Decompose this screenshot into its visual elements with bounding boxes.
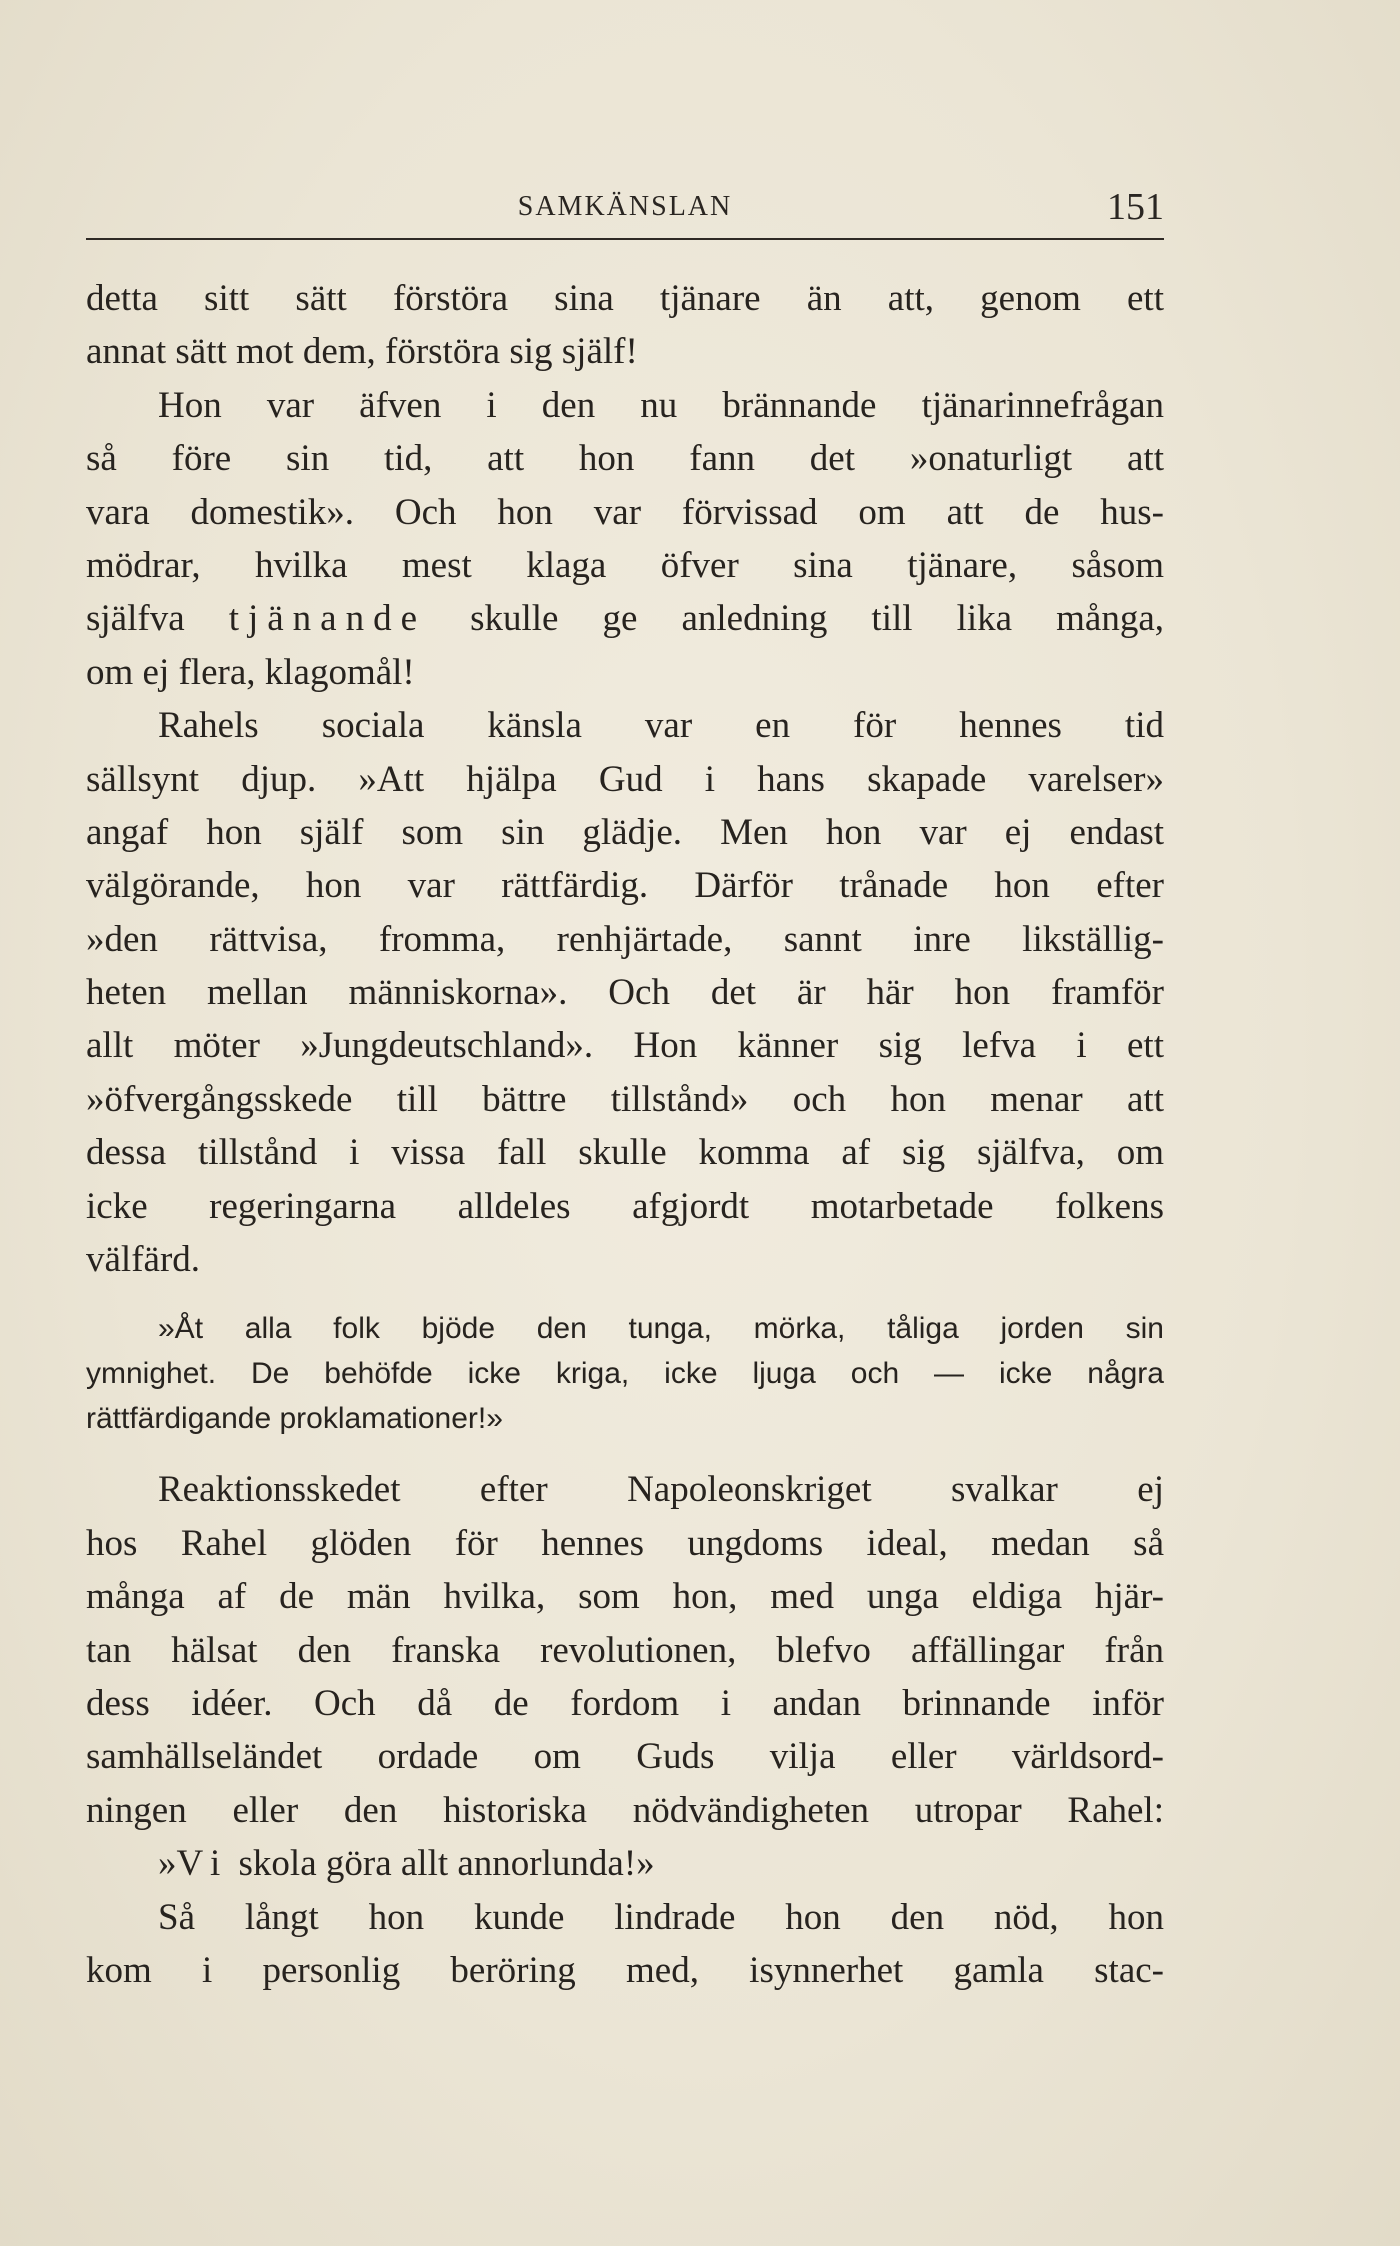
text-line: hos Rahel glöden för hennes ungdoms ideal, medan så [86,1522,1164,1564]
spacer [86,1286,1164,1306]
text-line: samhällseländet ordade om Guds vilja eller världsord- [86,1736,1164,1778]
text-line: Reaktionsskedet efter Napoleonskriget svalkar ej [158,1469,1164,1511]
spaced-emphasis: tjänande [228,598,427,640]
text-line: Så långt hon kunde lindrade hon den nöd, hon [158,1896,1164,1938]
text-fragment: skola göra allt annorlunda!» [229,1843,655,1885]
text-line: välgörande, hon var rättfärdig. Därför trånade hon efter [86,865,1164,907]
text-line [86,592,1164,645]
text-line: angaf hon själf som sin glädje. Men hon var ej endast [86,811,1164,853]
block-quote [86,1306,1164,1441]
page-number: 151 [1107,186,1164,228]
text-line [86,1837,1164,1890]
text-line: detta sitt sätt förstöra sina tjänare än att, genom ett [86,278,1164,319]
text-line: annat sätt mot dem, förstöra sig själf! [86,331,638,373]
quote-line: »Åt alla folk bjöde den tunga, mörka, tåliga jorden sin [158,1312,1164,1346]
quote-line: rättfärdigande proklamationer!» [86,1402,503,1436]
text-line: icke regeringarna alldeles afgjordt motarbetade folkens [86,1185,1164,1227]
text-line: dessa tillstånd i vissa fall skulle komma af sig själfva, om [86,1132,1164,1174]
text-line: sällsynt djup. »Att hjälpa Gud i hans skapade varelser» [86,758,1164,800]
text-line: heten mellan människorna». Och det är här hon framför [86,972,1164,1014]
text-line: Rahels sociala känsla var en för hennes tid [158,705,1164,747]
text-line: »den rättvisa, fromma, renhjärtade, sannt inre likställig- [86,918,1164,960]
text-fragment: skulle ge anledning till lika många, [426,598,1165,640]
text-line: dess idéer. Och då de fordom i andan brinnande inför [86,1682,1164,1724]
text-line: Hon var äfven i den nu brännande tjänarinnefrågan [158,384,1164,426]
page-header [86,185,1164,235]
text-line: tan hälsat den franska revolutionen, blefvo affällingar från [86,1629,1164,1671]
text-line: om ej flera, klagomål! [86,651,415,693]
text-fragment: » [158,1843,177,1885]
text-fragment: själfva [86,598,229,640]
text-line: många af de män hvilka, som hon, med unga eldiga hjär- [86,1576,1164,1618]
text-line: kom i personlig beröring med, isynnerhet gamla stac- [86,1949,1164,1991]
spacer [86,1441,1164,1463]
running-head: SAMKÄNSLAN [517,191,733,222]
text-line: allt möter »Jungdeutschland». Hon känner sig lefva i ett [86,1025,1164,1067]
text-line: »öfvergångsskede till bättre tillstånd» och hon menar att [86,1078,1164,1120]
body-text [86,272,1164,1997]
quote-line: ymnighet. De behöfde icke kriga, icke ljuga och — icke några [86,1357,1164,1391]
text-line: välfärd. [86,1239,201,1281]
text-line: vara domestik». Och hon var förvissad om att de hus- [86,491,1164,533]
text-line: så före sin tid, att hon fann det »onaturligt att [86,438,1164,480]
text-line: ningen eller den historiska nödvändigheten utropar Rahel: [86,1789,1164,1831]
text-line: mödrar, hvilka mest klaga öfver sina tjänare, såsom [86,544,1164,586]
header-rule [86,238,1164,240]
spaced-emphasis: Vi [176,1843,230,1885]
